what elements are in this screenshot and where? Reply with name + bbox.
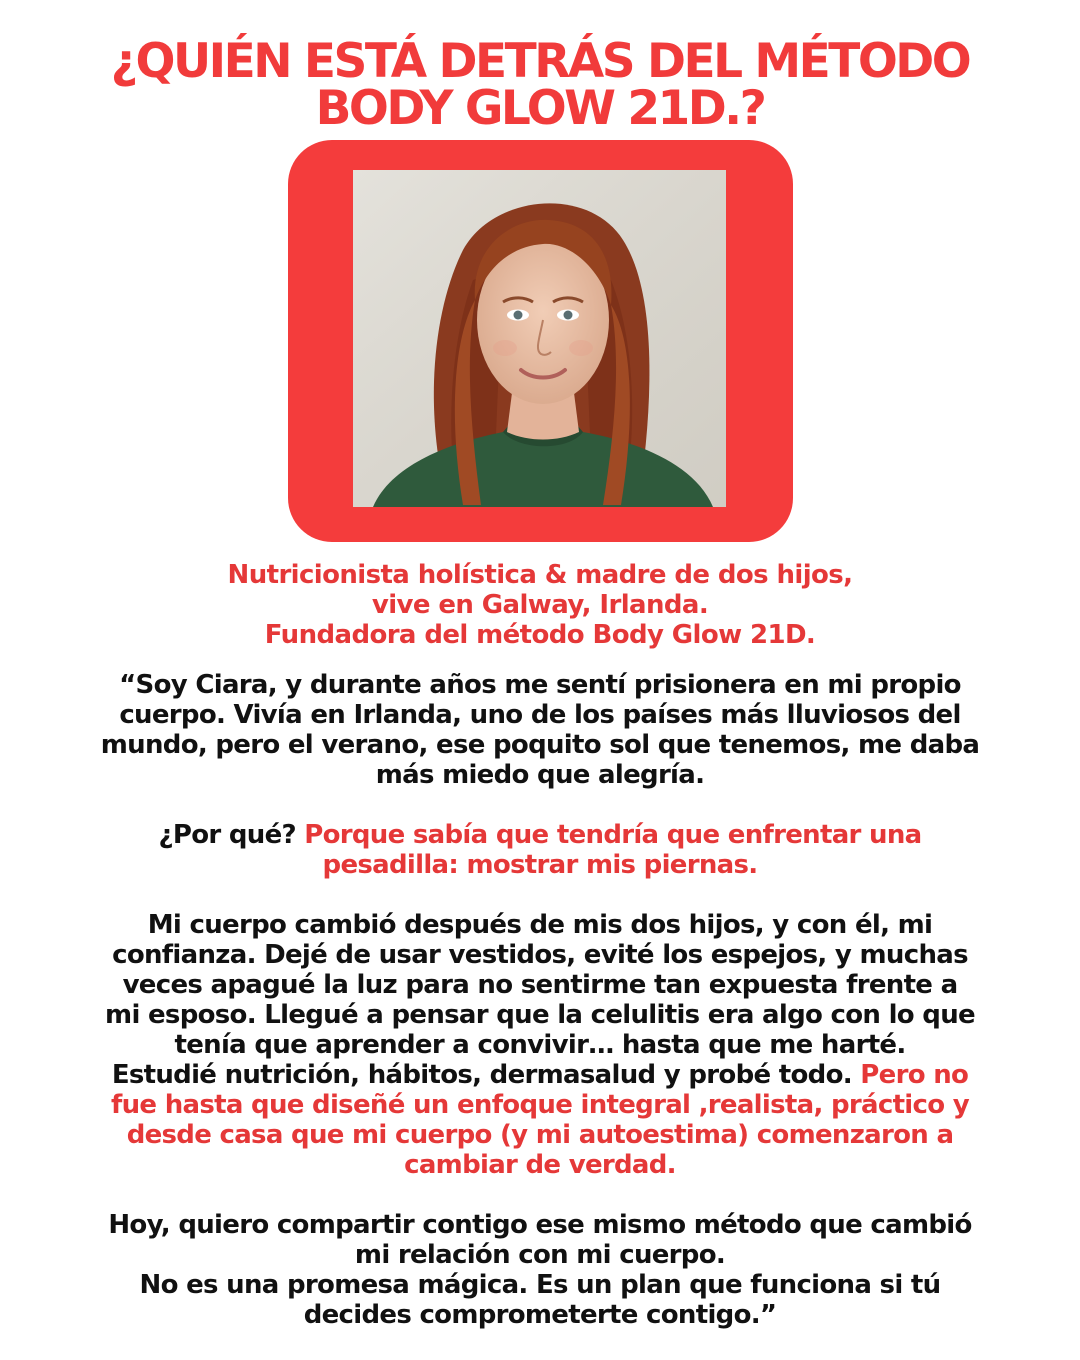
story-line-1: Mi cuerpo cambió después de mis dos hijos, y con él, mi xyxy=(147,910,933,940)
story-line-3: veces apagué la luz para no sentirme tan expuesta frente a xyxy=(122,970,958,1000)
intro-line-3: mundo, pero el verano, ese poquito sol que tenemos, me daba xyxy=(100,730,980,760)
closing-line-4: decides comprometerte contigo.” xyxy=(303,1300,777,1330)
story-highlight-1: Pero no xyxy=(860,1060,969,1090)
title-line-1: ¿QUIÉN ESTÁ DETRÁS DEL MÉTODO xyxy=(110,34,970,89)
founder-credentials xyxy=(0,560,1080,650)
story-study: Estudié nutrición, hábitos, dermasalud y probé todo. xyxy=(111,1060,861,1090)
photo-frame xyxy=(288,140,793,542)
story-highlight-4: cambiar de verdad. xyxy=(404,1150,676,1180)
story-line-2: confianza. Dejé de usar vestidos, evité los espejos, y muchas xyxy=(112,940,968,970)
closing-line-2: mi relación con mi cuerpo. xyxy=(354,1240,726,1270)
founder-portrait xyxy=(353,170,726,507)
credentials-line-1: Nutricionista holística & madre de dos hijos, xyxy=(227,560,853,590)
paragraph-closing xyxy=(60,1210,1020,1330)
credentials-line-3: Fundadora del método Body Glow 21D. xyxy=(264,620,816,650)
intro-line-4: más miedo que alegría. xyxy=(375,760,705,790)
intro-line-2: cuerpo. Vivía en Irlanda, uno de los países más lluviosos del xyxy=(119,700,961,730)
credentials-line-2: vive en Galway, Irlanda. xyxy=(371,590,709,620)
closing-line-3: No es una promesa mágica. Es un plan que funciona si tú xyxy=(139,1270,941,1300)
why-answer-1: Porque sabía que tendría que enfrentar una xyxy=(304,820,922,850)
closing-line-1: Hoy, quiero compartir contigo ese mismo método que cambió xyxy=(108,1210,972,1240)
story-highlight-3: desde casa que mi cuerpo (y mi autoestima) comenzaron a xyxy=(126,1120,954,1150)
why-question: ¿Por qué? xyxy=(158,820,305,850)
paragraph-why xyxy=(60,820,1020,880)
story-highlight-2: fue hasta que diseñé un enfoque integral ,realista, práctico y xyxy=(110,1090,969,1120)
why-answer-2: pesadilla: mostrar mis piernas. xyxy=(322,850,758,880)
testimonial-text xyxy=(60,670,1020,1360)
title-line-2: BODY GLOW 21D.? xyxy=(315,81,765,136)
paragraph-story xyxy=(60,910,1020,1180)
page-title xyxy=(0,34,1080,136)
why-line-1 xyxy=(60,820,1020,850)
story-line-4: mi esposo. Llegué a pensar que la celulitis era algo con lo que xyxy=(105,1000,975,1030)
story-line-5: tenía que aprender a convivir… hasta que me harté. xyxy=(174,1030,906,1060)
paragraph-intro xyxy=(60,670,1020,790)
story-line-6 xyxy=(60,1060,1020,1090)
intro-line-1: “Soy Ciara, y durante años me sentí prisionera en mi propio xyxy=(119,670,961,700)
portrait-illustration xyxy=(353,170,726,507)
